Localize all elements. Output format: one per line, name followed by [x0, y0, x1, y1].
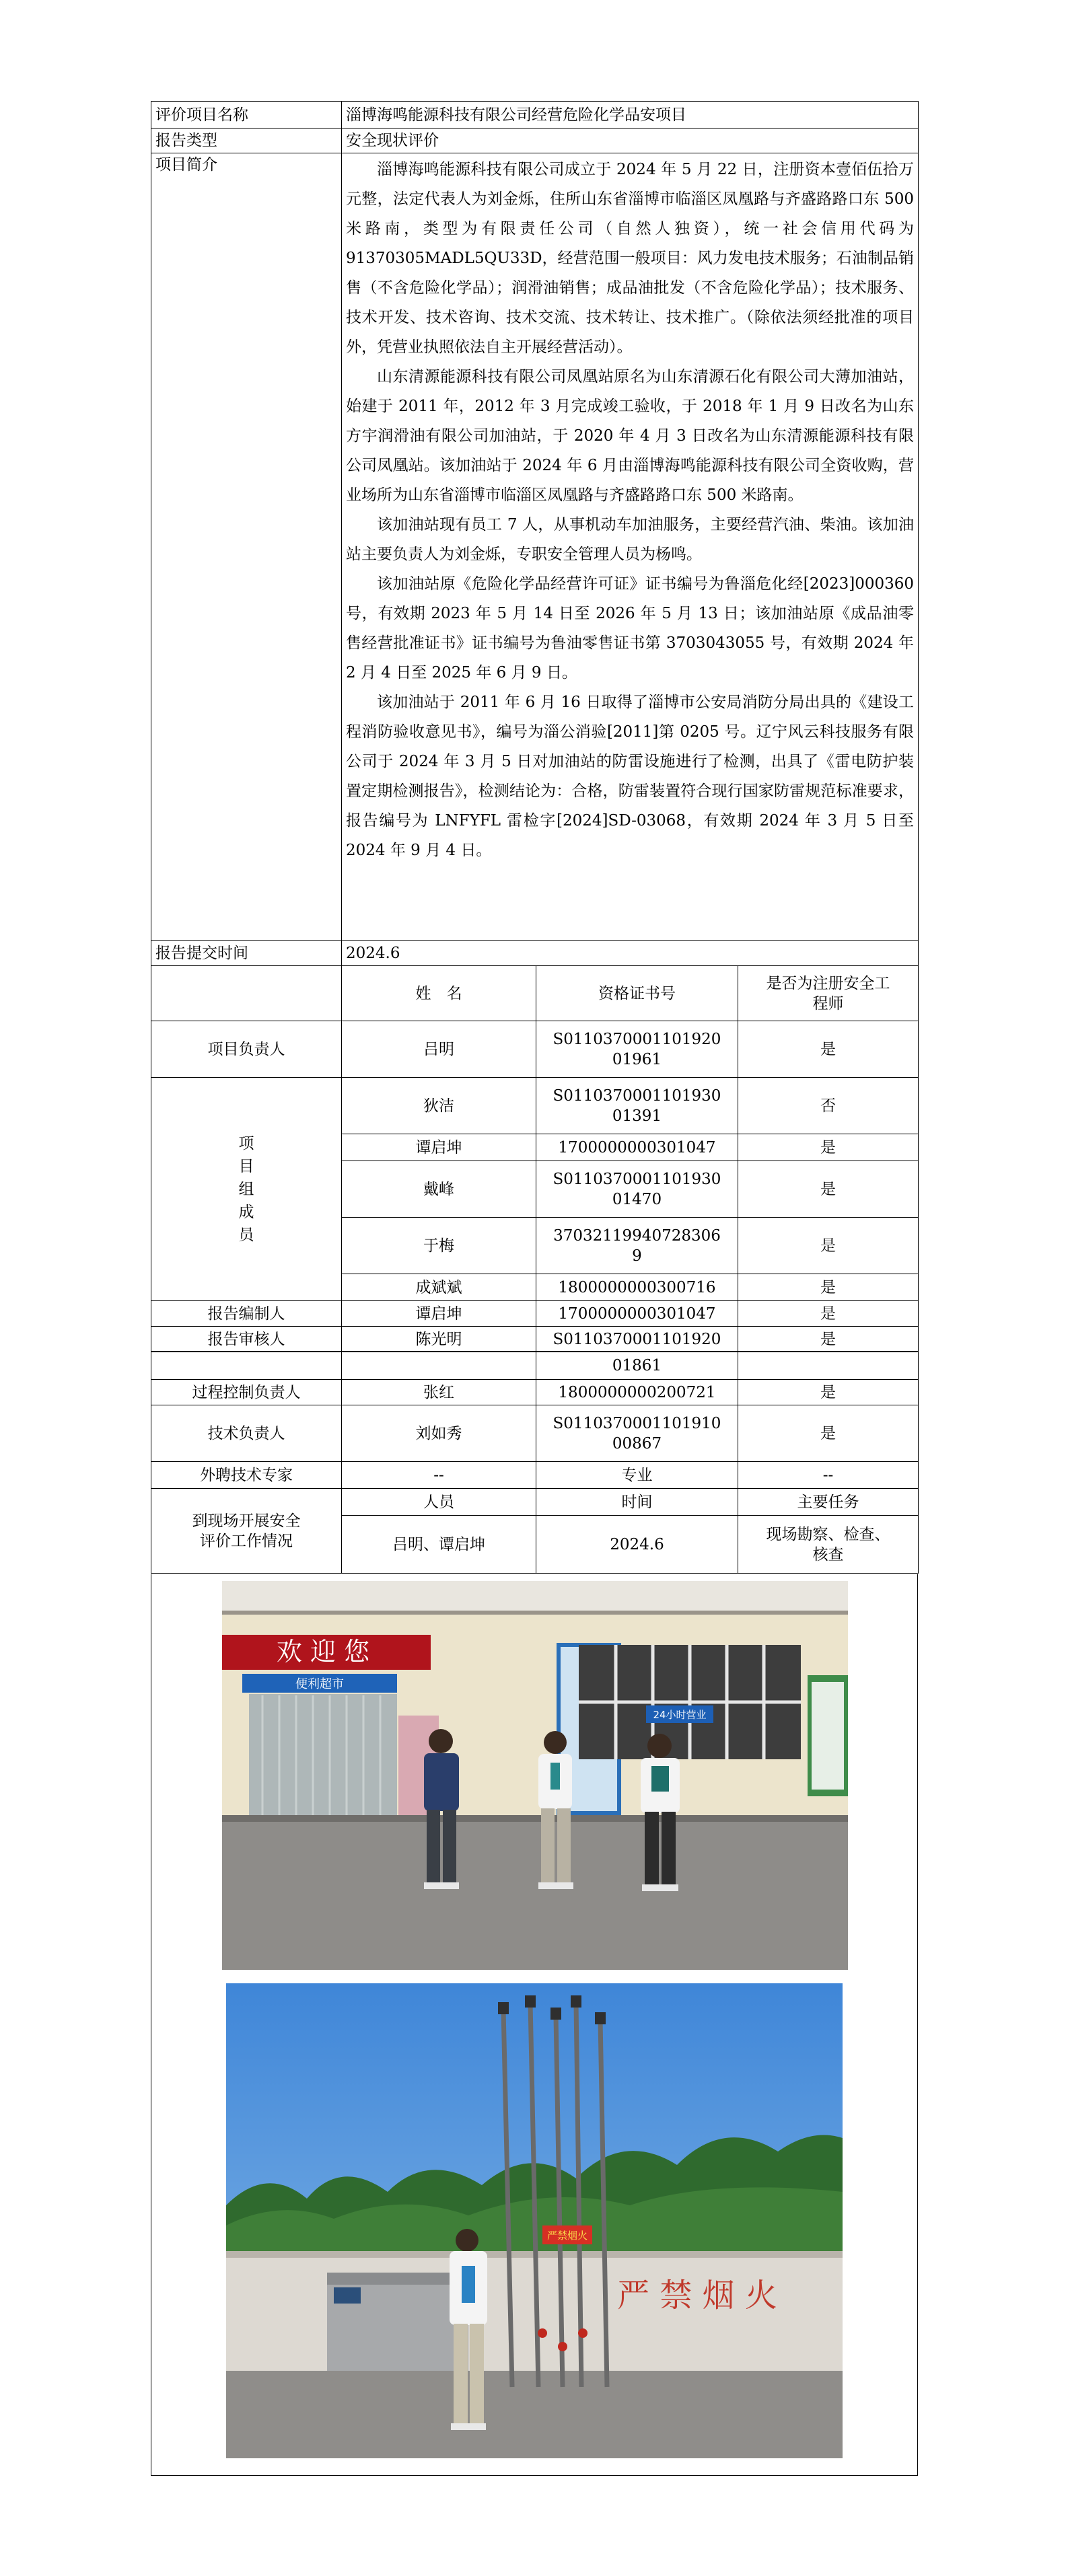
header-cert: 资格证书号	[536, 966, 738, 1021]
tech-cert: S0110370001101910 00867	[536, 1405, 738, 1462]
row-project-name	[151, 102, 919, 128]
site-header-people: 人员	[342, 1489, 536, 1516]
intro-paragraph: 该加油站于 2011 年 6 月 16 日取得了淄博市公安局消防分局出具的《建设工程消防验收意见书》，编号为淄公消验[2011]第 0205 号。辽宁风云科技服务有限公司于 2024 年 3 月 5 日对加油站的防雷设施进行了检测，出具了《雷电防护装置定期检测报告》，检测结论为：合格，防雷装置符合现行国家防雷规范标准要求，报告编号为 LNFYFL 雷检字[2024]SD-03068，有效期 2024 年 3 月 5 日至 2024 年 9 月 4 日。	[346, 694, 914, 859]
site-photo-team	[222, 1581, 848, 1970]
site-people: 吕明、谭启坤	[342, 1516, 536, 1574]
intro-body	[342, 153, 919, 941]
member-name: 狄洁	[342, 1078, 536, 1134]
expert-field: 专业	[536, 1462, 738, 1489]
member-name: 成斌斌	[342, 1274, 536, 1301]
members-label: 项 目 组 成 员	[151, 1078, 342, 1301]
expert-label: 外聘技术专家	[151, 1462, 342, 1489]
row-expert	[151, 1462, 919, 1489]
site-photo-lightning-rods	[226, 1983, 843, 2458]
process-name: 张红	[342, 1380, 536, 1405]
site-header-time: 时间	[536, 1489, 738, 1516]
editor-engineer: 是	[738, 1301, 919, 1327]
intro-label: 项目简介	[151, 153, 342, 941]
member-row	[151, 1078, 919, 1134]
reviewer-cert-cont: 01861	[536, 1352, 738, 1380]
member-name: 谭启坤	[342, 1134, 536, 1161]
site-label: 到现场开展安全 评价工作情况	[151, 1489, 342, 1574]
info-table-continued	[151, 1351, 919, 1574]
member-engineer: 否	[738, 1078, 919, 1134]
blank-cell	[738, 1352, 919, 1380]
row-process	[151, 1380, 919, 1405]
store-sign: 便利超市	[295, 1677, 344, 1691]
blank-cell	[151, 1352, 342, 1380]
tech-name: 刘如秀	[342, 1405, 536, 1462]
banner-text: 欢 迎 您	[276, 1637, 370, 1666]
intro-paragraph: 该加油站现有员工 7 人，从事机动车加油服务，主要经营汽油、柴油。该加油站主要负责人为刘金烁，专职安全管理人员为杨鸣。	[346, 516, 914, 563]
leader-cert: S0110370001101920 01961	[536, 1021, 738, 1078]
member-cert: 37032119940728306 9	[536, 1218, 738, 1274]
site-time: 2024.6	[536, 1516, 738, 1574]
submit-time-label: 报告提交时间	[151, 941, 342, 966]
wall-text: 严 禁 烟 火	[617, 2277, 777, 2314]
team-header-row	[151, 966, 919, 1021]
member-engineer: 是	[738, 1134, 919, 1161]
member-engineer: 是	[738, 1274, 919, 1301]
process-cert: 1800000000200721	[536, 1380, 738, 1405]
leader-label: 项目负责人	[151, 1021, 342, 1078]
editor-name: 谭启坤	[342, 1301, 536, 1327]
reviewer-name: 陈光明	[342, 1327, 536, 1352]
member-cert: S0110370001101930 01391	[536, 1078, 738, 1134]
member-cert: 1800000000300716	[536, 1274, 738, 1301]
site-photo-team-image	[222, 1581, 848, 1970]
team-header-blank	[151, 966, 342, 1021]
leader-name: 吕明	[342, 1021, 536, 1078]
member-engineer: 是	[738, 1161, 919, 1218]
tech-engineer: 是	[738, 1405, 919, 1462]
editor-cert: 1700000000301047	[536, 1301, 738, 1327]
process-engineer: 是	[738, 1380, 919, 1405]
expert-engineer: --	[738, 1462, 919, 1489]
warning-sign: 严禁烟火	[546, 2230, 588, 2242]
project-name-value: 淄博海鸣能源科技有限公司经营危险化学品安项目	[342, 102, 919, 128]
row-report-type	[151, 128, 919, 153]
member-engineer: 是	[738, 1218, 919, 1274]
row-reviewer-cert-cont	[151, 1352, 919, 1380]
row-editor	[151, 1301, 919, 1327]
header-name: 姓 名	[342, 966, 536, 1021]
member-name: 戴峰	[342, 1161, 536, 1218]
header-engineer: 是否为注册安全工 程师	[738, 966, 919, 1021]
member-name: 于梅	[342, 1218, 536, 1274]
row-leader	[151, 1021, 919, 1078]
project-name-label: 评价项目名称	[151, 102, 342, 128]
reviewer-cert: S0110370001101920	[536, 1327, 738, 1352]
row-tech	[151, 1405, 919, 1462]
report-type-value: 安全现状评价	[342, 128, 919, 153]
tech-label: 技术负责人	[151, 1405, 342, 1462]
row-site-header	[151, 1489, 919, 1516]
expert-name: --	[342, 1462, 536, 1489]
report-type-label: 报告类型	[151, 128, 342, 153]
site-task: 现场勘察、检查、 核查	[738, 1516, 919, 1574]
info-table	[151, 101, 919, 1352]
member-cert: S0110370001101930 01470	[536, 1161, 738, 1218]
reviewer-engineer: 是	[738, 1327, 919, 1352]
intro-paragraph: 该加油站原《危险化学品经营许可证》证书编号为鲁淄危化经[2023]000360 号，有效期 2023 年 5 月 14 日至 2026 年 5 月 13 日；该加油站原《成品油零售经营批准证书》证书编号为鲁油零售证书第 3703043055 号，有效期 2024 年 2 月 4 日至 2025 年 6 月 9 日。	[346, 575, 914, 682]
site-header-task: 主要任务	[738, 1489, 919, 1516]
intro-paragraph: 山东清源能源科技有限公司凤凰站原名为山东清源石化有限公司大薄加油站，始建于 2011 年，2012 年 3 月完成竣工验收，于 2018 年 1 月 9 日改名为山东方宇润滑油有限公司加油站，于 2020 年 4 月 3 日改名为山东清源能源科技有限公司凤凰站。该加油站于 2024 年 6 月由淄博海鸣能源科技有限公司全资收购，营业场所为山东省淄博市临淄区凤凰路与齐盛路路口东 500 米路南。	[346, 368, 914, 504]
blank-cell	[342, 1352, 536, 1380]
submit-time-value: 2024.6	[342, 941, 919, 966]
reviewer-label: 报告审核人	[151, 1327, 342, 1352]
row-reviewer	[151, 1327, 919, 1352]
window-sign: 24小时营业	[653, 1709, 707, 1721]
member-cert: 1700000000301047	[536, 1134, 738, 1161]
site-photo-lightning-rods-image	[226, 1983, 843, 2458]
row-submit-time	[151, 941, 919, 966]
process-label: 过程控制负责人	[151, 1380, 342, 1405]
row-intro	[151, 153, 919, 941]
intro-paragraph: 淄博海鸣能源科技有限公司成立于 2024 年 5 月 22 日，注册资本壹佰伍拾万元整，法定代表人为刘金烁，住所山东省淄博市临淄区凤凰路与齐盛路路口东 500 米路南，类型为有限责任公司（自然人独资），统一社会信用代码为 91370305MADL5QU33D，经营范围一般项目：风力发电技术服务；石油制品销售（不含危险化学品）；润滑油销售；成品油批发（不含危险化学品）；技术服务、技术开发、技术咨询、技术交流、技术转让、技术推广。（除依法须经批准的项目外，凭营业执照依法自主开展经营活动）。	[346, 161, 914, 356]
editor-label: 报告编制人	[151, 1301, 342, 1327]
leader-engineer: 是	[738, 1021, 919, 1078]
